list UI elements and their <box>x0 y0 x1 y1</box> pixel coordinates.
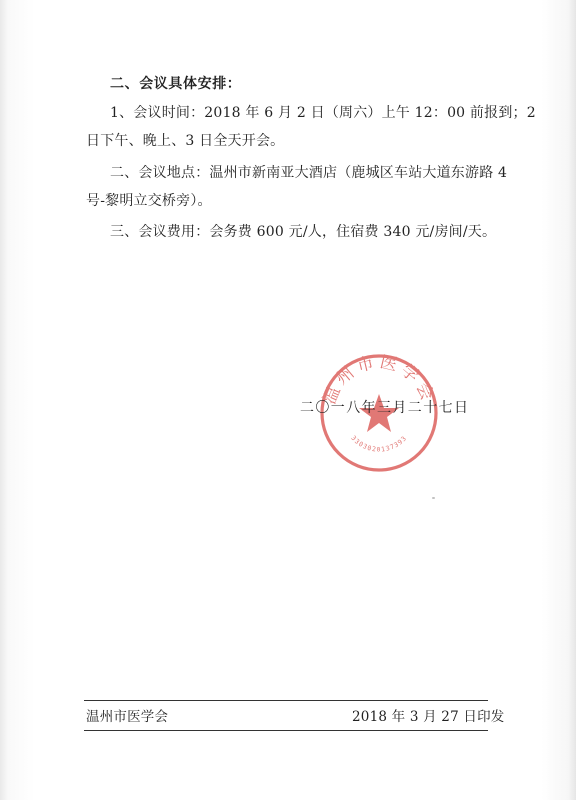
footer-divider-top <box>84 700 488 701</box>
scan-speck <box>432 497 435 499</box>
page-edge-right <box>568 0 576 800</box>
meeting-fee-line: 三、会议费用：会务费 600 元/人，住宿费 340 元/房间/天。 <box>110 224 497 240</box>
seal-code: 3303020137393 <box>349 434 409 454</box>
section-heading: 二、会议具体安排： <box>110 76 242 92</box>
footer-divider-bottom <box>84 730 488 731</box>
seal-text: 温州市医学会 <box>319 352 439 408</box>
meeting-time-line-1: 1、会议时间：2018 年 6 月 2 日（周六）上午 12：00 前报到；2 <box>110 105 536 121</box>
footer-print-date: 2018 年 3 月 27 日印发 <box>352 709 505 725</box>
page-edge-left <box>0 0 8 800</box>
meeting-location-line-1: 二、会议地点：温州市新南亚大酒店（鹿城区车站大道东游路 4 <box>110 165 508 181</box>
issue-date: 二〇一八年三月二十七日 <box>300 400 470 416</box>
meeting-location-line-2: 号-黎明立交桥旁）。 <box>86 193 212 209</box>
meeting-time-line-2: 日下午、晚上、3 日全天开会。 <box>86 133 285 149</box>
footer-organization: 温州市医学会 <box>86 709 169 725</box>
